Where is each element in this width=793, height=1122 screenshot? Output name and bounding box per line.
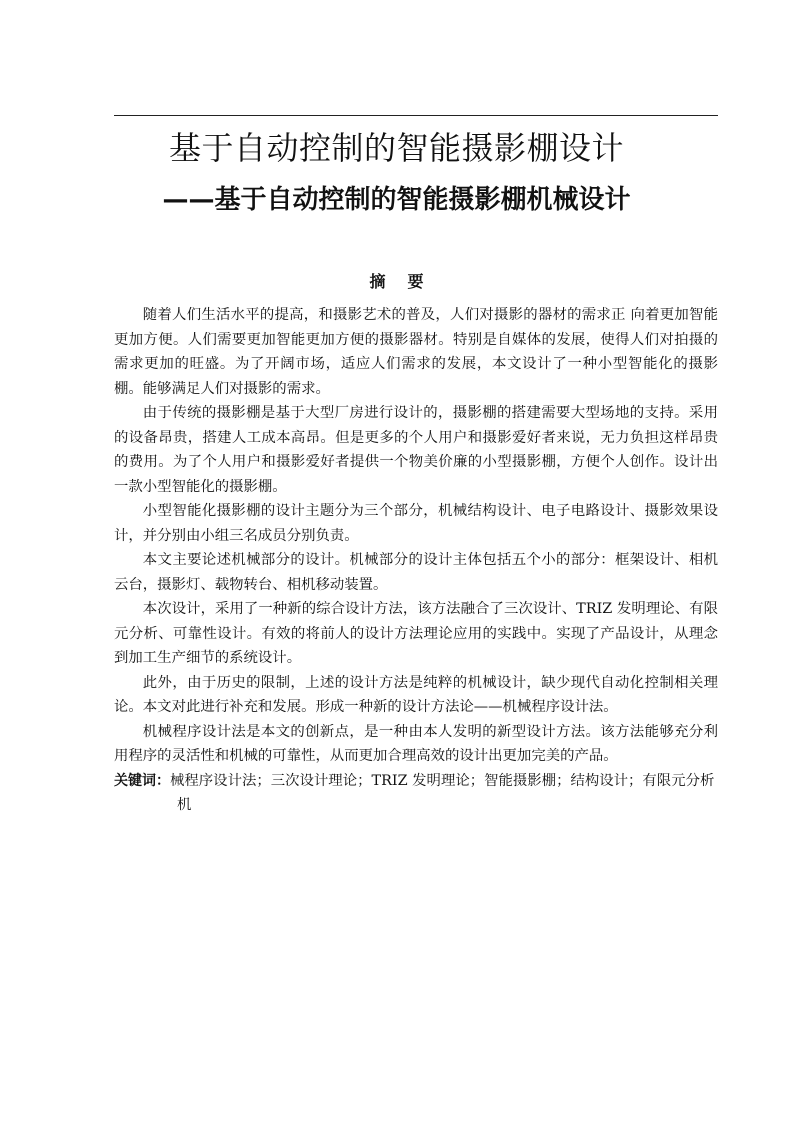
abstract-paragraph-2: 由于传统的摄影棚是基于大型厂房进行设计的，摄影棚的搭建需要大型场地的支持。采用的设备昂贵，搭建人工成本高昂。但是更多的个人用户和摄影爱好者来说，无力负担这样昂贵的费用。为了个人用户和摄影爱好者提供一个物美价廉的小型摄影棚，方便个人创作。设计出一款小型智能化的摄影棚。 xyxy=(114,405,718,495)
document-subtitle: ——基于自动控制的智能摄影棚机械设计 xyxy=(162,185,631,215)
keywords-text: 械程序设计法；三次设计理论；TRIZ 发明理论；智能摄影棚；结构设计；有限元分析机 xyxy=(170,772,715,813)
keywords-label: 关键词： xyxy=(114,772,170,789)
abstract-body xyxy=(114,303,718,818)
keywords-line xyxy=(114,769,718,818)
abstract-paragraph-1: 随着人们生活水平的提高，和摄影艺术的普及，人们对摄影的器材的需求正 向着更加智能更加方便。人们需要更加智能更加方便的摄影器材。特别是自媒体的发展，使得人们对拍摄的需求更加的旺盛。为了开阔市场，适应人们需求的发展，本文设计了一种小型智能化的摄影棚。能够满足人们对摄影的需求。 xyxy=(114,307,718,397)
abstract-paragraph-6: 此外，由于历史的限制，上述的设计方法是纯粹的机械设计，缺少现代自动化控制相关理论。本文对此进行补充和发展。形成一种新的设计方法论——机械程序设计法。 xyxy=(114,674,718,715)
abstract-heading: 摘要 xyxy=(369,272,446,291)
abstract-paragraph-3: 小型智能化摄影棚的设计主题分为三个部分，机械结构设计、电子电路设计、摄影效果设计，并分别由小组三名成员分别负责。 xyxy=(114,503,718,544)
abstract-paragraph-5: 本次设计，采用了一种新的综合设计方法，该方法融合了三次设计、TRIZ 发明理论、有限元分析、可靠性设计。有效的将前人的设计方法理论应用的实践中。实现了产品设计，从理念到加工生产细节的系统设计。 xyxy=(114,601,718,666)
abstract-paragraph-4: 本文主要论述机械部分的设计。机械部分的设计主体包括五个小的部分：框架设计、相机云台，摄影灯、载物转台、相机移动装置。 xyxy=(114,552,718,593)
abstract-paragraph-7: 机械程序设计法是本文的创新点，是一种由本人发明的新型设计方法。该方法能够充分利用程序的灵活性和机械的可靠性，从而更加合理高效的设计出更加完美的产品。 xyxy=(114,723,718,764)
header-rule xyxy=(114,115,718,116)
document-title: 基于自动控制的智能摄影棚设计 xyxy=(168,129,624,167)
